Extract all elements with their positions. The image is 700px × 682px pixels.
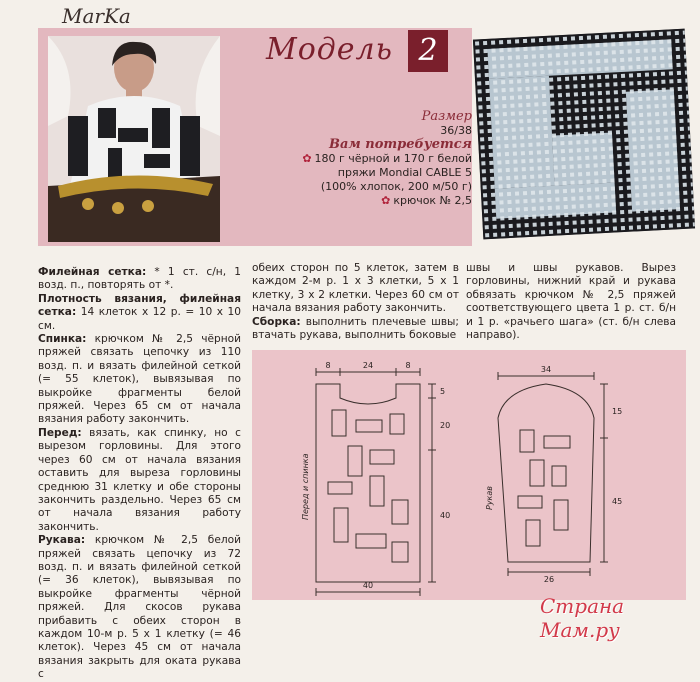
flower-icon: ✿ <box>302 152 312 165</box>
body-top-dim-3: 8 <box>405 361 411 370</box>
paragraph-sleeves: Рукава: крючком № 2,5 белой пряжей связать цепочку из 72 возд. п. и вязать филейной сеткой (= 36 клеток), вывязывая по выкройке фрагменты чёрной пряжей. Для скосов рукава прибавить с обеих сторон в каждом 10-м р. 5 x 1 клетку (= 46 клеток). Через 45 см от начала вязания закрыть для оката рукава с <box>38 534 241 681</box>
body-bottom-dim: 40 <box>362 581 374 590</box>
brand-signature: MarKa <box>62 4 131 28</box>
paragraph-back: Спинка: крючком № 2,5 чёрной пряжей связать цепочку из 110 возд. п. и вязать филейной сеткой (= 55 клеток), вывязывая по выкройке фрагменты белой пряжей. Через 65 см от начала вязания работу закончить. <box>38 333 241 426</box>
hook-line: ✿ крючок № 2,5 <box>381 194 472 207</box>
schematic-drawing <box>252 350 686 600</box>
flower-icon: ✿ <box>381 194 391 207</box>
body-piece-label: Перед и спинка <box>301 453 310 520</box>
body-right-dim-1: 5 <box>440 387 446 396</box>
yarn-line-2: пряжи Mondial CABLE 5 <box>337 166 472 179</box>
sleeve-right-dim-2: 45 <box>612 497 623 506</box>
sleeve-piece-label: Рукав <box>485 485 494 510</box>
sleeve-top-dim: 34 <box>540 365 552 374</box>
paragraph-finishing: швы и швы рукавов. Вырез горловины, нижний край и рукава обвязать крючком № 2,5 пряжей соответствующего цвета 1 р. ст. б/н и 1 р. «рачьего шага» (ст. б/н слева направо). <box>466 262 676 342</box>
body-right-dim-3: 40 <box>440 511 451 520</box>
swatch-illustration <box>473 29 695 240</box>
paragraph-assembly: Сборка: выполнить плечевые швы; втачать рукава, выполнить боковые <box>252 315 459 342</box>
model-number-badge: 2 <box>408 30 448 72</box>
body-top-dim-1: 8 <box>325 361 331 370</box>
paragraph-continued: обеих сторон по 5 клеток, затем в каждом 2-м р. 1 x 3 клетки, 5 x 1 клетку, 3 x 2 клетки. Через 60 см от начала вязания работу закончить. <box>252 262 459 315</box>
yarn-line-3: (100% хлопок, 200 м/50 г) <box>320 180 472 193</box>
page-title: Модель <box>266 32 393 67</box>
pattern-schematic <box>252 350 686 600</box>
materials-heading: Вам потребуется <box>329 137 472 152</box>
sleeve-right-dim-1: 15 <box>612 407 623 416</box>
swatch-photo <box>473 29 695 240</box>
sleeve-outline <box>498 384 594 562</box>
instructions-column-2 <box>252 262 459 342</box>
body-top-dim-2: 24 <box>362 361 374 370</box>
body-right-dim-2: 20 <box>440 421 451 430</box>
instructions-column-3 <box>466 262 676 342</box>
paragraph-front: Перед: вязать, как спинку, но с вырезом горловины. Для этого через 60 см от начала вязания оставить для выреза горловины среднюю 31 клетку и обе стороны закончить раздельно. Через 65 см от начала вязания работу закончить. <box>38 426 241 533</box>
paragraph-filet: Филейная сетка: * 1 ст. с/н, 1 возд. п., повторять от *. <box>38 266 241 292</box>
site-watermark: Страна Мам.ру <box>540 594 625 642</box>
materials-block <box>262 110 472 208</box>
paragraph-gauge: Плотность вязания, филейная сетка: 14 клеток x 12 р. = 10 x 10 см. <box>38 292 241 332</box>
model-photo-illustration <box>48 36 220 242</box>
size-value: 36/38 <box>440 124 472 137</box>
yarn-line-1: ✿ 180 г чёрной и 170 г белой <box>302 152 472 165</box>
instructions-column-1 <box>38 266 241 682</box>
size-heading: Размер <box>421 109 472 124</box>
sleeve-bottom-dim: 26 <box>543 575 555 584</box>
model-photo <box>48 36 220 242</box>
